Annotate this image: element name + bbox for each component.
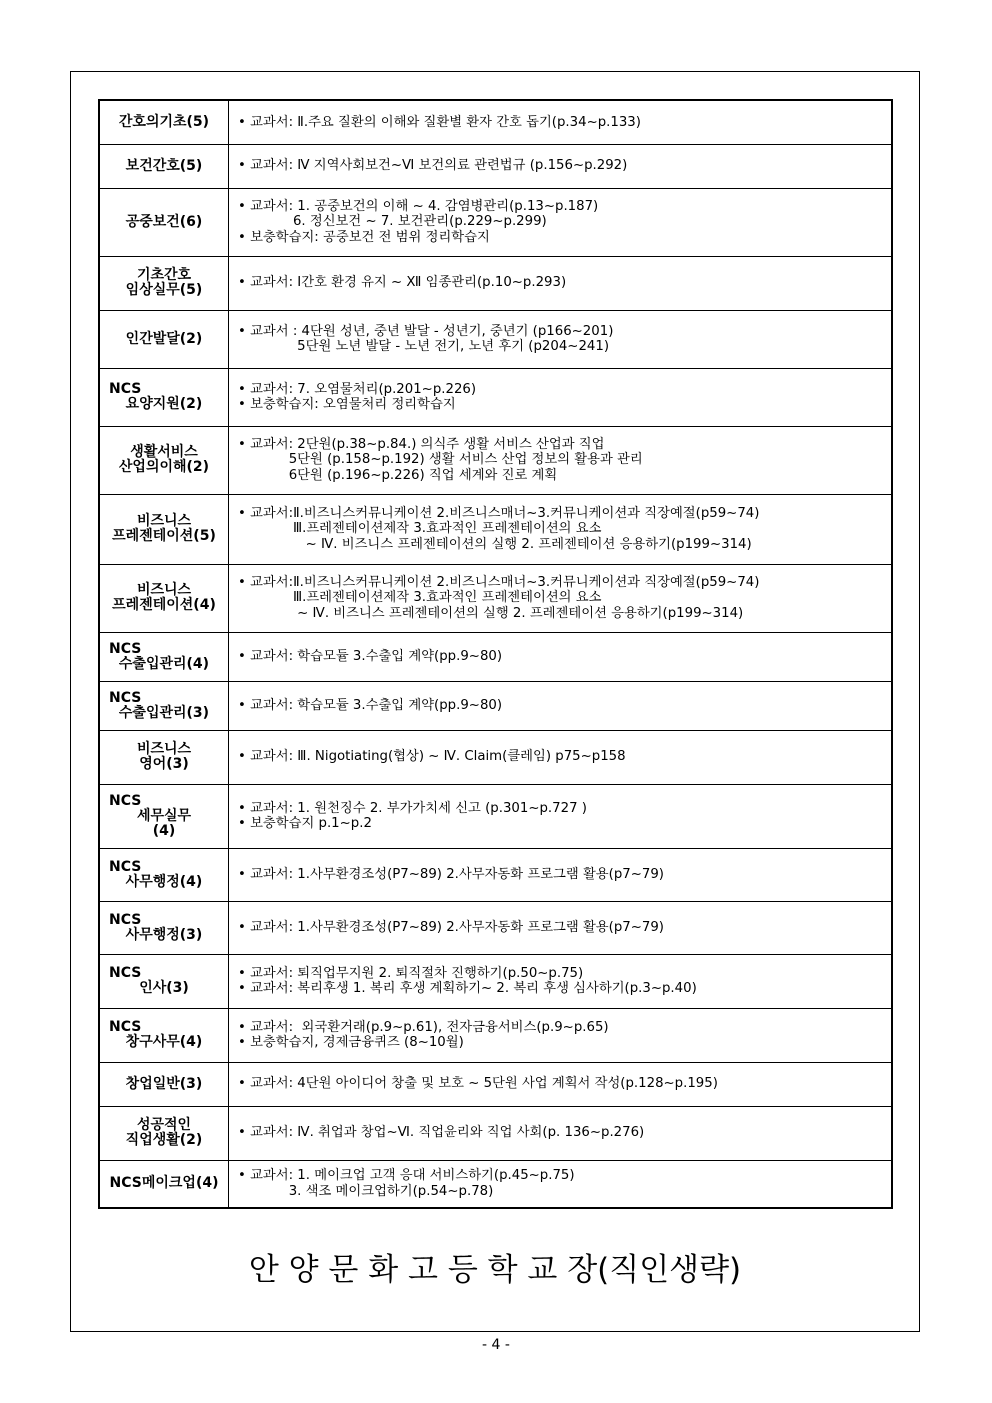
exam-scope-line: • 교과서: 7. 오염물처리(p.201~p.226) bbox=[238, 381, 477, 397]
table-row bbox=[99, 681, 892, 730]
exam-scope-line: • 교과서: 1. 원천징수 2. 부가가치세 신고 (p.301~p.727 ) bbox=[238, 800, 587, 816]
table-row bbox=[99, 784, 892, 848]
exam-scope-cell bbox=[229, 681, 893, 730]
subject-cell bbox=[99, 188, 229, 256]
exam-scope-cell bbox=[229, 100, 893, 144]
curriculum-table bbox=[98, 99, 893, 1209]
exam-scope-line: • 교과서:Ⅱ.비즈니스커뮤니케이션 2.비즈니스매너~3.커뮤니케이션과 직장예절(p59~74) bbox=[238, 574, 760, 590]
table-row bbox=[99, 848, 892, 901]
subject-ncs-label: NCS bbox=[109, 381, 142, 397]
table-row bbox=[99, 954, 892, 1008]
subject-cell bbox=[99, 954, 229, 1008]
subject-cell bbox=[99, 1008, 229, 1062]
exam-scope-line: 5단원 노년 발달 - 노년 전기, 노년 후기 (p204~241) bbox=[238, 339, 610, 354]
subject-name: 비즈니스 영어(3) bbox=[136, 741, 192, 772]
exam-scope-cell bbox=[229, 1062, 893, 1106]
subject-name: 생활서비스 산업의이해(2) bbox=[118, 444, 210, 475]
exam-scope-line: • 교과서: Ⅱ.주요 질환의 이해와 질환별 환자 간호 돕기(p.34~p.133) bbox=[238, 114, 641, 130]
subject-cell bbox=[99, 144, 229, 188]
table-row bbox=[99, 1062, 892, 1106]
exam-scope-line: • 교과서: 1.사무환경조성(P7~89) 2.사무자동화 프로그램 활용(p7~79) bbox=[238, 919, 664, 935]
subject-name: 공중보건(6) bbox=[125, 213, 203, 230]
subject-cell bbox=[99, 368, 229, 426]
subject-cell bbox=[99, 848, 229, 901]
exam-scope-cell bbox=[229, 494, 893, 564]
exam-scope-line: 6. 정신보건 ~ 7. 보건관리(p.229~p.299) bbox=[238, 214, 547, 230]
exam-scope-cell bbox=[229, 310, 893, 368]
subject-name: 비즈니스 프레젠테이션(4) bbox=[112, 582, 216, 613]
subject-ncs-label: NCS bbox=[109, 689, 142, 706]
subject-cell bbox=[99, 1160, 229, 1208]
exam-scope-line: ~ Ⅳ. 비즈니스 프레젠테이션의 실행 2. 프레젠테이션 응용하기(p199~314) bbox=[238, 536, 752, 552]
subject-cell bbox=[99, 1106, 229, 1160]
subject-ncs-label: NCS bbox=[109, 1019, 142, 1035]
exam-scope-line: • 교과서: 1.사무환경조성(P7~89) 2.사무자동화 프로그램 활용(p7~79) bbox=[238, 866, 664, 882]
exam-scope-cell bbox=[229, 901, 893, 954]
exam-scope-line: 3. 색조 메이크업하기(p.54~p.78) bbox=[238, 1183, 494, 1199]
table-row bbox=[99, 188, 892, 256]
exam-scope-line: Ⅲ.프레젠테이션제작 3.효과적인 프레젠테이션의 요소 bbox=[238, 521, 602, 537]
exam-scope-cell bbox=[229, 1008, 893, 1062]
subject-cell bbox=[99, 426, 229, 494]
exam-scope-cell bbox=[229, 564, 893, 632]
exam-scope-line: • 보충학습지 p.1~p.2 bbox=[238, 816, 372, 831]
subject-name: 사무행정(3) bbox=[125, 926, 203, 943]
exam-scope-cell bbox=[229, 256, 893, 310]
table-row bbox=[99, 426, 892, 494]
exam-scope-line: • 교과서: 복리후생 1. 복리 후생 계획하기~ 2. 복리 후생 심사하기(p.3~p.40) bbox=[238, 981, 697, 996]
table-row bbox=[99, 310, 892, 368]
exam-scope-cell bbox=[229, 368, 893, 426]
table-row bbox=[99, 100, 892, 144]
curriculum-table-body bbox=[99, 100, 892, 1208]
exam-scope-line: • 보충학습지: 공중보건 전 범위 정리학습지 bbox=[238, 229, 490, 245]
subject-cell bbox=[99, 494, 229, 564]
subject-name: 성공적인 직업생활(2) bbox=[125, 1117, 203, 1148]
subject-name: 세무실무 (4) bbox=[136, 807, 192, 839]
table-row bbox=[99, 730, 892, 784]
school-principal-signature: 안 양 문 화 고 등 학 교 장(직인생략) bbox=[248, 1252, 742, 1288]
exam-scope-line: • 교과서: 학습모듈 3.수출입 계약(pp.9~80) bbox=[238, 648, 503, 664]
exam-scope-cell bbox=[229, 848, 893, 901]
exam-scope-cell bbox=[229, 188, 893, 256]
exam-scope-cell bbox=[229, 954, 893, 1008]
subject-name: 창업일반(3) bbox=[125, 1075, 203, 1092]
exam-scope-line: • 교과서: 외국환거래(p.9~p.61), 전자금융서비스(p.9~p.65) bbox=[238, 1019, 609, 1035]
table-row bbox=[99, 632, 892, 681]
exam-scope-cell bbox=[229, 1160, 893, 1208]
exam-scope-line: • 교과서: 2단원(p.38~p.84.) 의식주 생활 서비스 산업과 직업 bbox=[238, 436, 605, 452]
exam-scope-line: • 교과서: Ⅲ. Nigotiating(협상) ~ Ⅳ. Claim(클레임) p75~p158 bbox=[238, 749, 626, 765]
subject-name: 사무행정(4) bbox=[125, 873, 203, 890]
table-row bbox=[99, 144, 892, 188]
subject-name: 창구사무(4) bbox=[125, 1034, 203, 1050]
subject-name: 수출입관리(3) bbox=[118, 704, 210, 721]
table-row bbox=[99, 494, 892, 564]
table-row bbox=[99, 368, 892, 426]
subject-name: 수출입관리(4) bbox=[118, 655, 210, 672]
subject-name: 요양지원(2) bbox=[125, 396, 203, 412]
table-row bbox=[99, 1160, 892, 1208]
exam-scope-line: • 교과서: Ⅳ. 취업과 창업~Ⅵ. 직업윤리와 직업 사회(p. 136~p.276) bbox=[238, 1125, 645, 1141]
exam-scope-cell bbox=[229, 784, 893, 848]
subject-name: 보건간호(5) bbox=[125, 157, 203, 174]
subject-ncs-label: NCS bbox=[109, 640, 142, 657]
exam-scope-line: ~ Ⅳ. 비즈니스 프레젠테이션의 실행 2. 프레젠테이션 응용하기(p199~314) bbox=[238, 605, 744, 621]
table-row bbox=[99, 901, 892, 954]
exam-scope-line: • 교과서: 학습모듈 3.수출입 계약(pp.9~80) bbox=[238, 697, 503, 713]
table-row bbox=[99, 256, 892, 310]
subject-name: 인간발달(2) bbox=[125, 330, 203, 347]
subject-ncs-label: NCS bbox=[109, 965, 142, 981]
subject-cell bbox=[99, 564, 229, 632]
subject-cell bbox=[99, 310, 229, 368]
subject-name: NCS메이크업(4) bbox=[109, 1175, 219, 1192]
exam-scope-line: • 교과서: Ⅰ간호 환경 유지 ~ Ⅻ 임종관리(p.10~p.293) bbox=[238, 275, 567, 291]
subject-cell bbox=[99, 256, 229, 310]
table-row bbox=[99, 1008, 892, 1062]
subject-name: 간호의기초(5) bbox=[118, 113, 210, 130]
subject-cell bbox=[99, 681, 229, 730]
table-row bbox=[99, 564, 892, 632]
exam-scope-line: • 교과서 : 4단원 성년, 중년 발달 - 성년기, 중년기 (p166~201) bbox=[238, 323, 614, 339]
subject-ncs-label: NCS bbox=[109, 792, 142, 809]
exam-scope-line: • 교과서: Ⅳ 지역사회보건~Ⅵ 보건의료 관련법규 (p.156~p.292) bbox=[238, 158, 628, 174]
exam-scope-cell bbox=[229, 1106, 893, 1160]
subject-name: 인사(3) bbox=[139, 980, 189, 996]
subject-cell bbox=[99, 784, 229, 848]
page-number: - 4 - bbox=[482, 1337, 510, 1353]
subject-ncs-label: NCS bbox=[109, 858, 142, 875]
exam-scope-line: • 보충학습지: 오염물처리 정리학습지 bbox=[238, 397, 456, 412]
exam-scope-line: • 교과서: 퇴직업무지원 2. 퇴직절차 진행하기(p.50~p.75) bbox=[238, 965, 584, 981]
subject-cell bbox=[99, 1062, 229, 1106]
exam-scope-line: • 교과서: 1. 공중보건의 이해 ~ 4. 감염병관리(p.13~p.187) bbox=[238, 198, 599, 214]
exam-scope-cell bbox=[229, 426, 893, 494]
exam-scope-line: • 교과서: 1. 메이크업 고객 응대 서비스하기(p.45~p.75) bbox=[238, 1168, 575, 1184]
subject-cell bbox=[99, 632, 229, 681]
subject-cell bbox=[99, 730, 229, 784]
subject-ncs-label: NCS bbox=[109, 911, 142, 928]
exam-scope-line: Ⅲ.프레젠테이션제작 3.효과적인 프레젠테이션의 요소 bbox=[238, 590, 602, 606]
exam-scope-line: 5단원 (p.158~p.192) 생활 서비스 산업 정보의 활용과 관리 bbox=[238, 452, 643, 468]
exam-scope-line: • 교과서:Ⅱ.비즈니스커뮤니케이션 2.비즈니스매너~3.커뮤니케이션과 직장예절(p59~74) bbox=[238, 505, 760, 521]
table-row bbox=[99, 1106, 892, 1160]
exam-scope-cell bbox=[229, 144, 893, 188]
subject-cell bbox=[99, 100, 229, 144]
exam-scope-line: 6단원 (p.196~p.226) 직업 세계와 진로 계획 bbox=[238, 467, 558, 483]
exam-scope-line: • 교과서: 4단원 아이디어 창출 및 보호 ~ 5단원 사업 계획서 작성(p.128~p.195) bbox=[238, 1076, 718, 1092]
subject-cell bbox=[99, 901, 229, 954]
subject-name: 기초간호 임상실무(5) bbox=[125, 267, 203, 298]
subject-name: 비즈니스 프레젠테이션(5) bbox=[112, 513, 216, 544]
exam-scope-cell bbox=[229, 632, 893, 681]
exam-scope-cell bbox=[229, 730, 893, 784]
exam-scope-line: • 보충학습지, 경제금융퀴즈 (8~10월) bbox=[238, 1035, 464, 1050]
